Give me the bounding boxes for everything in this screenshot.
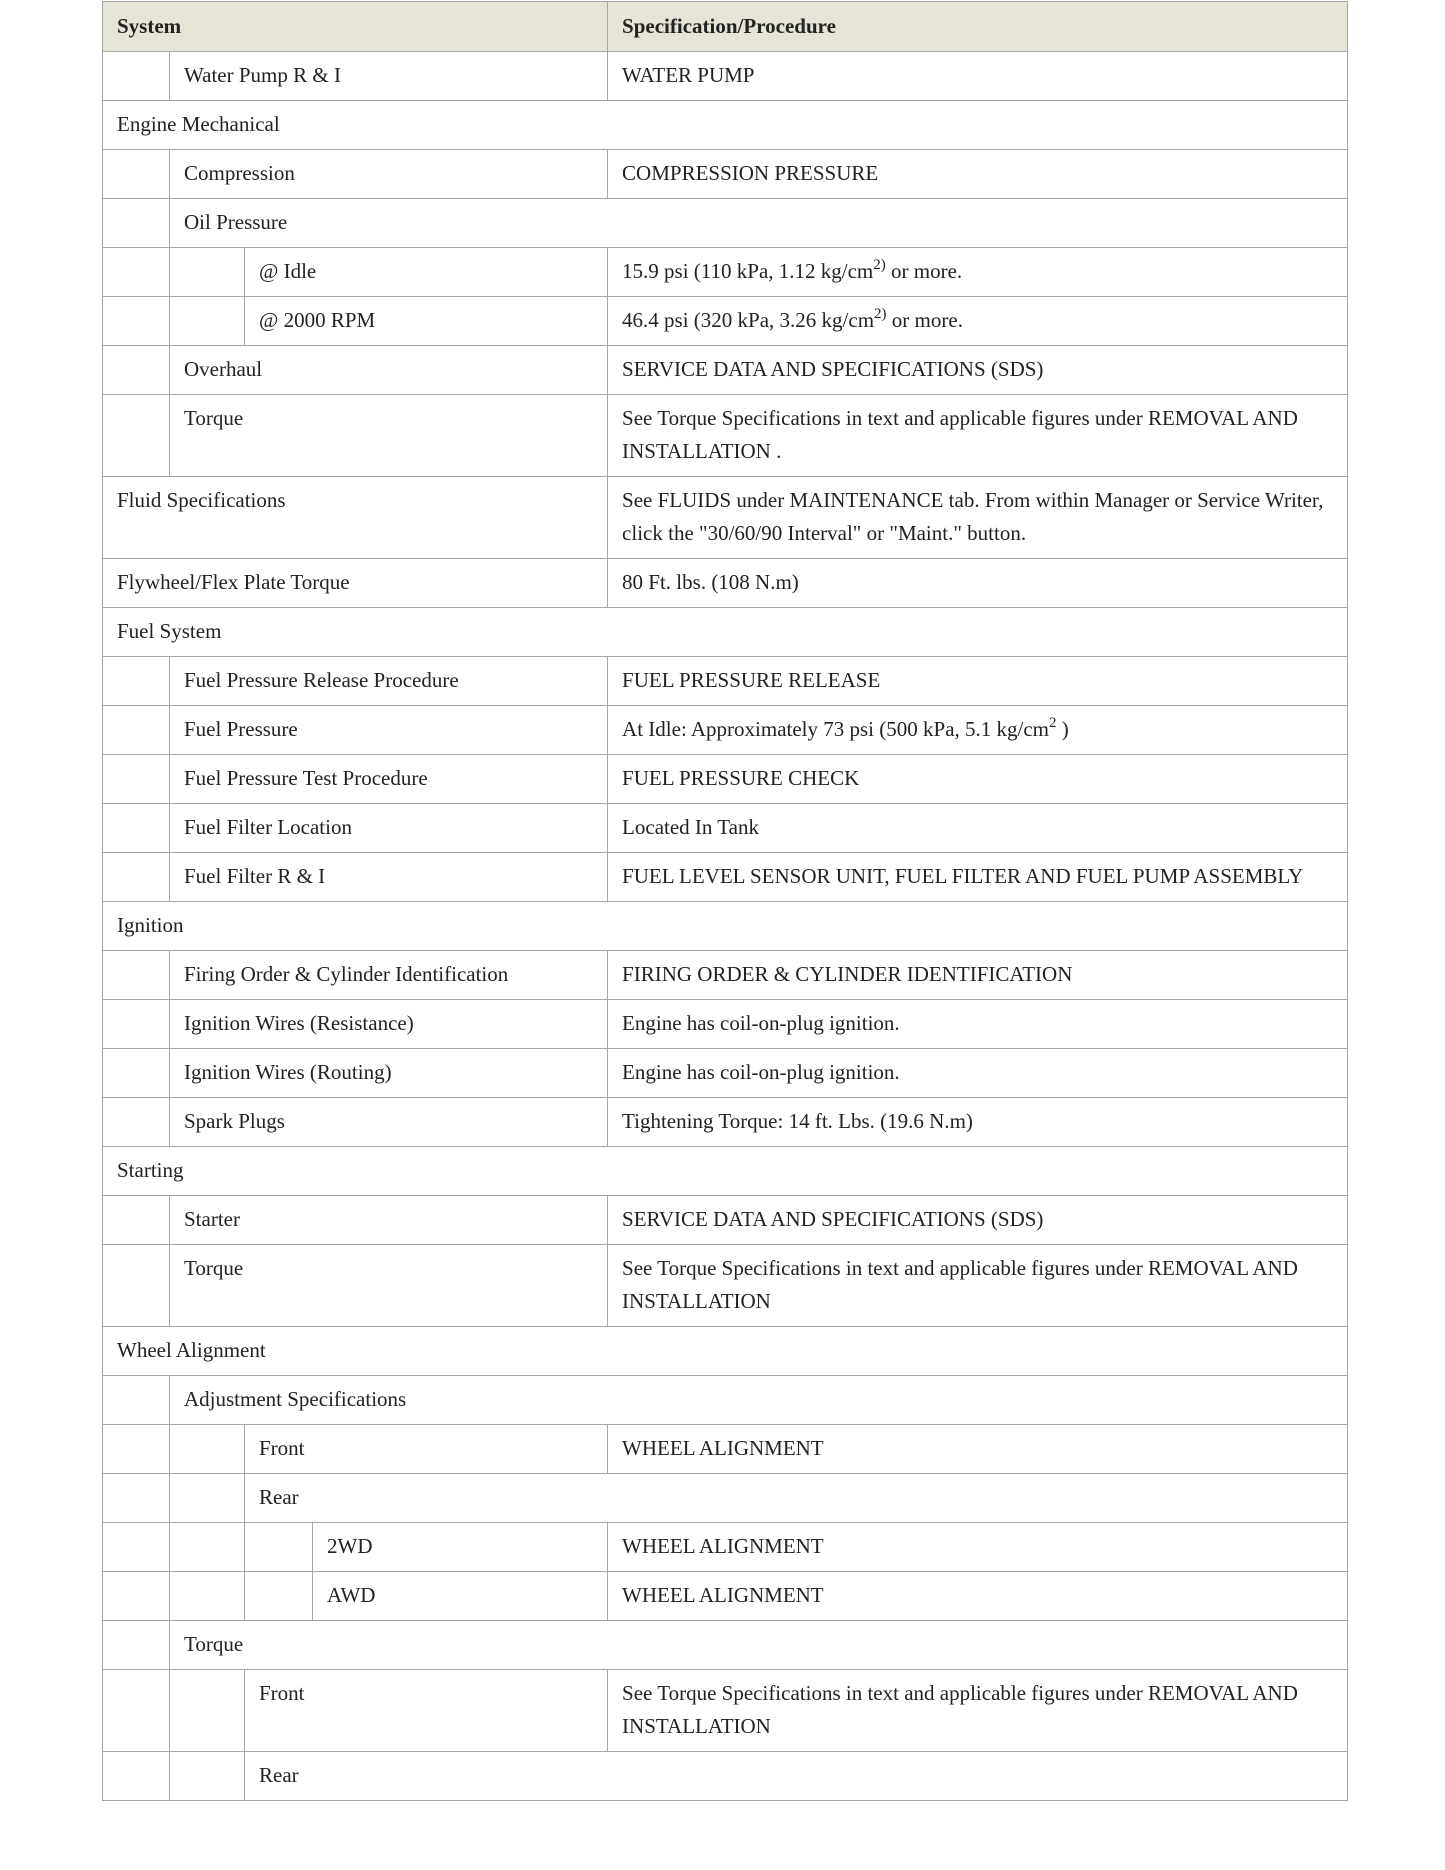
specification-value [608,559,1348,608]
indent-cell [103,1572,170,1621]
section-row [103,1621,1348,1670]
indent-cell [245,1572,313,1621]
section-row [103,1327,1348,1376]
table-row [103,657,1348,706]
indent-cell [103,1752,170,1801]
section-row [103,1474,1348,1523]
system-label: Fuel Pressure [170,706,608,755]
specification-text: COMPRESSION PRESSURE [622,161,879,185]
section-row [103,101,1348,150]
system-column-header: System [103,2,608,52]
specification-value [608,853,1348,902]
system-label: Starter [170,1196,608,1245]
system-label: Starting [103,1147,1348,1196]
specification-text: 80 Ft. lbs. (108 N.m) [622,570,799,594]
unit-superscript: 2) [874,306,887,322]
indent-cell [103,1621,170,1670]
specification-text: See FLUIDS under MAINTENANCE tab. From within Manager or Service Writer, click the "30/60/90 Interval" or "Maint." button. [622,488,1324,545]
indent-cell [103,346,170,395]
specification-value [608,297,1348,346]
table-row [103,706,1348,755]
table-row [103,395,1348,477]
specification-value [608,657,1348,706]
indent-cell [103,1474,170,1523]
indent-cell [103,52,170,101]
specification-value [608,1572,1348,1621]
specification-value [608,248,1348,297]
system-label: 2WD [313,1523,608,1572]
system-label: Ignition Wires (Routing) [170,1049,608,1098]
system-label: Fuel Pressure Release Procedure [170,657,608,706]
indent-cell [103,1425,170,1474]
system-label: Torque [170,1621,1348,1670]
section-row [103,902,1348,951]
indent-cell [103,951,170,1000]
indent-cell [103,1196,170,1245]
indent-cell [170,1425,245,1474]
specification-value [608,1049,1348,1098]
specification-text: 46.4 psi (320 kPa, 3.26 kg/cm [622,308,875,332]
specification-text: FUEL PRESSURE RELEASE [622,668,881,692]
table-row [103,1196,1348,1245]
specification-value [608,1000,1348,1049]
indent-cell [103,1376,170,1425]
table-row [103,1098,1348,1147]
indent-cell [103,1098,170,1147]
system-label: Fuel System [103,608,1348,657]
indent-cell [170,297,245,346]
system-label: Fuel Filter R & I [170,853,608,902]
table-row [103,951,1348,1000]
indent-cell [103,1245,170,1327]
system-label: @ 2000 RPM [245,297,608,346]
specification-text-suffix: ) [1056,717,1069,741]
system-label: Fluid Specifications [103,477,608,559]
indent-cell [103,804,170,853]
indent-cell [170,1670,245,1752]
table-row [103,755,1348,804]
indent-cell [103,297,170,346]
system-label: Torque [170,395,608,477]
system-label: Fuel Filter Location [170,804,608,853]
specification-value [608,477,1348,559]
specification-text: FUEL LEVEL SENSOR UNIT, FUEL FILTER AND FUEL PUMP ASSEMBLY [622,864,1304,888]
system-label: Fuel Pressure Test Procedure [170,755,608,804]
unit-superscript: 2) [873,257,886,273]
system-label: Ignition [103,902,1348,951]
indent-cell [103,755,170,804]
indent-cell [103,395,170,477]
specification-text-suffix: or more. [886,308,963,332]
specification-value [608,1670,1348,1752]
specification-text: FIRING ORDER & CYLINDER IDENTIFICATION [622,962,1073,986]
system-label: Oil Pressure [170,199,1348,248]
indent-cell [103,199,170,248]
table-row [103,1572,1348,1621]
table-row [103,559,1348,608]
table-row [103,1000,1348,1049]
specifications-table [102,1,1348,1801]
section-row [103,1752,1348,1801]
indent-cell [103,853,170,902]
indent-cell [170,1752,245,1801]
system-label: Wheel Alignment [103,1327,1348,1376]
specification-value [608,346,1348,395]
table-row [103,150,1348,199]
specification-text: 15.9 psi (110 kPa, 1.12 kg/cm [622,259,874,283]
system-label: Engine Mechanical [103,101,1348,150]
table-header-row [103,2,1348,52]
specification-text: See Torque Specifications in text and applicable figures under REMOVAL AND INSTALLATION [622,1256,1298,1313]
indent-cell [245,1523,313,1572]
table-row [103,248,1348,297]
indent-cell [103,150,170,199]
table-row [103,52,1348,101]
table-row [103,297,1348,346]
specification-text: SERVICE DATA AND SPECIFICATIONS (SDS) [622,357,1044,381]
table-row [103,477,1348,559]
specification-value [608,1098,1348,1147]
indent-cell [103,1000,170,1049]
specification-value [608,395,1348,477]
table-row [103,1245,1348,1327]
specification-text: WHEEL ALIGNMENT [622,1436,824,1460]
system-label: Front [245,1670,608,1752]
specification-text: Engine has coil-on-plug ignition. [622,1011,900,1035]
table-row [103,804,1348,853]
table-row [103,853,1348,902]
system-label: @ Idle [245,248,608,297]
indent-cell [103,248,170,297]
table-row [103,1523,1348,1572]
section-row [103,199,1348,248]
unit-superscript: 2 [1049,715,1057,731]
table-body [103,52,1348,1801]
system-label: Spark Plugs [170,1098,608,1147]
table-row [103,1049,1348,1098]
specification-value [608,706,1348,755]
indent-cell [170,248,245,297]
specification-text-suffix: or more. [885,259,963,283]
specification-text: WHEEL ALIGNMENT [622,1534,824,1558]
specification-text: WATER PUMP [622,63,755,87]
system-label: Water Pump R & I [170,52,608,101]
specification-text: See Torque Specifications in text and applicable figures under REMOVAL AND INSTALLATION . [622,406,1298,463]
table-row [103,346,1348,395]
specification-value [608,755,1348,804]
system-label: AWD [313,1572,608,1621]
section-row [103,608,1348,657]
section-row [103,1147,1348,1196]
indent-cell [170,1572,245,1621]
system-label: Ignition Wires (Resistance) [170,1000,608,1049]
specification-value [608,1523,1348,1572]
indent-cell [103,1049,170,1098]
indent-cell [170,1523,245,1572]
specification-value [608,1245,1348,1327]
specification-value [608,951,1348,1000]
indent-cell [103,706,170,755]
system-label: Torque [170,1245,608,1327]
specification-text: Located In Tank [622,815,759,839]
specification-value [608,52,1348,101]
indent-cell [170,1474,245,1523]
section-row [103,1376,1348,1425]
system-label: Rear [245,1752,1348,1801]
system-label: Adjustment Specifications [170,1376,1348,1425]
table-row [103,1670,1348,1752]
indent-cell [103,1670,170,1752]
system-label: Rear [245,1474,1348,1523]
system-label: Compression [170,150,608,199]
specification-column-header: Specification/Procedure [608,2,1348,52]
specification-value [608,150,1348,199]
specification-text: FUEL PRESSURE CHECK [622,766,860,790]
system-label: Front [245,1425,608,1474]
specification-text: Engine has coil-on-plug ignition. [622,1060,900,1084]
specification-value [608,1196,1348,1245]
system-label: Firing Order & Cylinder Identification [170,951,608,1000]
table-row [103,1425,1348,1474]
specification-text: At Idle: Approximately 73 psi (500 kPa, 5.1 kg/cm [622,717,1049,741]
specification-text: Tightening Torque: 14 ft. Lbs. (19.6 N.m) [622,1109,973,1133]
specification-value [608,1425,1348,1474]
specification-text: SERVICE DATA AND SPECIFICATIONS (SDS) [622,1207,1044,1231]
specification-text: WHEEL ALIGNMENT [622,1583,824,1607]
specification-value [608,804,1348,853]
system-label: Overhaul [170,346,608,395]
specification-text: See Torque Specifications in text and applicable figures under REMOVAL AND INSTALLATION [622,1681,1298,1738]
indent-cell [103,1523,170,1572]
system-label: Flywheel/Flex Plate Torque [103,559,608,608]
indent-cell [103,657,170,706]
